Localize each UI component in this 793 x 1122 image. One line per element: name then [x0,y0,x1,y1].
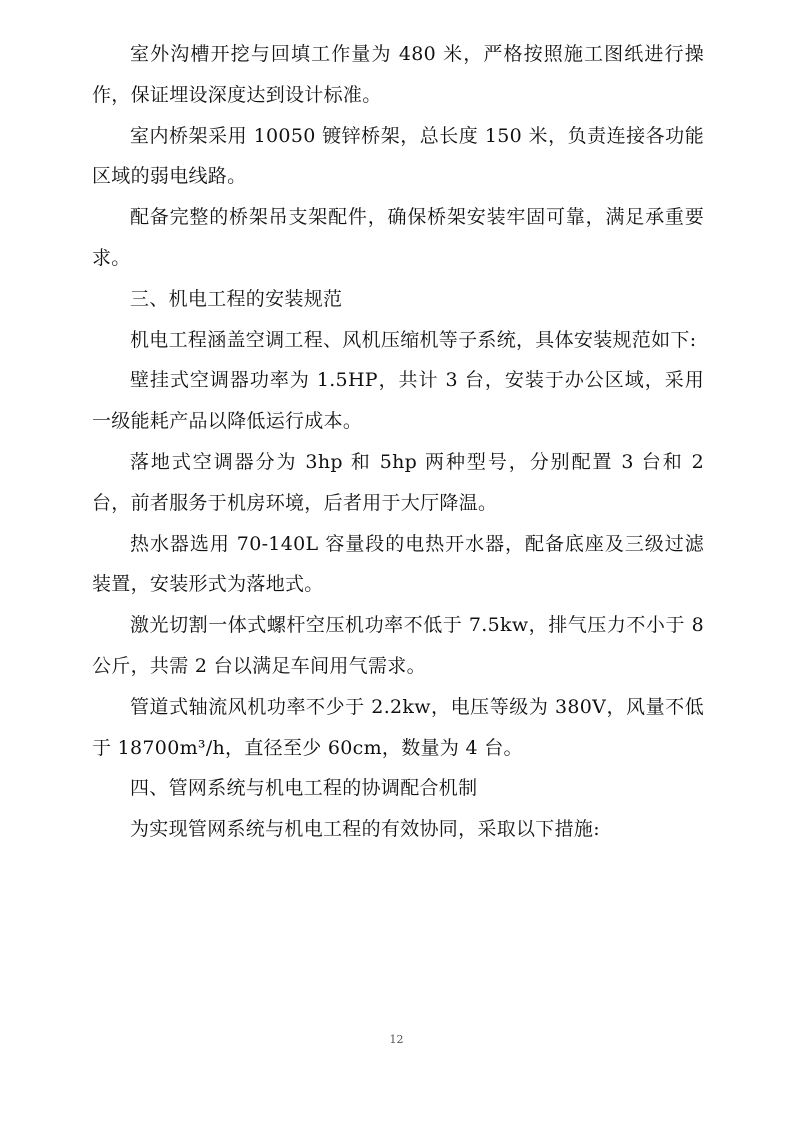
paragraph-coordination-measures: 为实现管网系统与机电工程的有效协同，采取以下措施: [130,818,600,841]
document-body [92,34,704,850]
paragraph-axial-fan: 管道式轴流风机功率不少于 2.2kw，电压等级为 380V，风量不低于 18700m³/h，直径至少 60cm，数量为 4 台。 [92,695,704,759]
paragraph-floor-ac: 落地式空调器分为 3hp 和 5hp 两种型号，分别配置 3 台和 2 台，前者服务于机房环境，后者用于大厅降温。 [92,450,704,514]
paragraph-indoor-cable-tray: 室内桥架采用 10050 镀锌桥架，总长度 150 米，负责连接各功能区域的弱电线路。 [92,124,704,188]
paragraph-air-compressor: 激光切割一体式螺杆空压机功率不低于 7.5kw，排气压力不小于 8 公斤，共需 2 台以满足车间用气需求。 [92,614,704,677]
section-heading-mechanical-electrical: 三、机电工程的安装规范 [130,287,343,310]
paragraph-trench-excavation: 室外沟槽开挖与回填工作量为 480 米，严格按照施工图纸进行操作，保证埋设深度达到设计标准。 [92,43,704,106]
section-heading-coordination: 四、管网系统与机电工程的协调配合机制 [130,777,478,800]
page-number: 12 [389,1033,404,1046]
paragraph-wall-ac: 壁挂式空调器功率为 1.5HP，共计 3 台，安装于办公区域，采用一级能耗产品以降低运行成本。 [92,369,704,433]
paragraph-tray-supports: 配备完整的桥架吊支架配件，确保桥架安装牢固可靠，满足承重要求。 [92,206,704,269]
paragraph-me-overview: 机电工程涵盖空调工程、风机压缩机等子系统，具体安装规范如下: [130,328,697,351]
paragraph-water-heater: 热水器选用 70-140L 容量段的电热开水器，配备底座及三级过滤装置，安装形式为落地式。 [92,532,704,596]
